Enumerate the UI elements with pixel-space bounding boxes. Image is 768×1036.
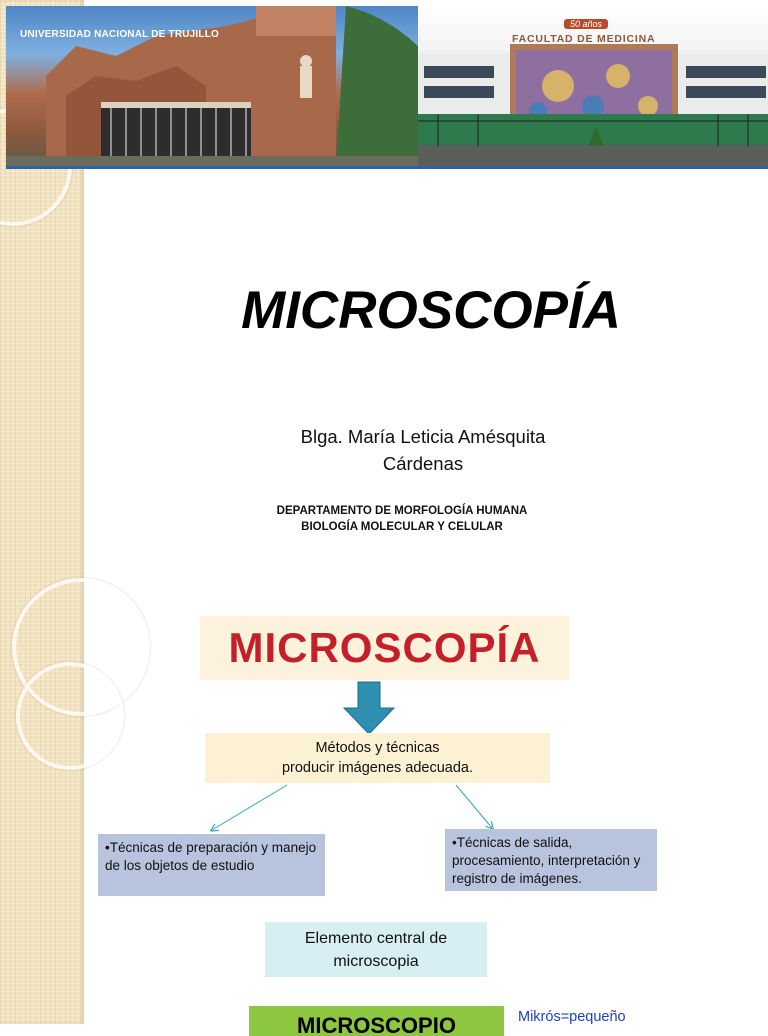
department-line: BIOLOGÍA MOLECULAR Y CELULAR [301,521,503,533]
connector-right [456,785,492,828]
author-line: Blga. María Leticia Amésquita [300,426,546,447]
faculty-name: FACULTAD DE MEDICINA [512,33,656,45]
university-name: UNIVERSIDAD NACIONAL DE TRUJILLO [20,29,220,40]
department-line: DEPARTAMENTO DE MORFOLOGÍA HUMANA [276,505,528,517]
down-arrow-icon [344,682,394,734]
preparation-techniques-box: •Técnicas de preparación y manejo de los objetos de estudio [98,834,325,896]
author-line: Cárdenas [382,453,464,474]
anniversary-badge: 50 años [564,19,608,29]
slide-title: MICROSCOPÍA [241,281,621,340]
etymology-note: Mikrós=pequeño [518,1009,626,1025]
microscopio-box: MICROSCOPIO [249,1006,504,1036]
central-element-box: Elemento central de microscopia [265,922,487,977]
connector-left [212,785,287,830]
methods-box [205,733,550,783]
methods-line: producir imágenes adecuada. [281,760,474,776]
output-techniques-box: •Técnicas de salida, procesamiento, interpretación y registro de imágenes. [445,829,657,891]
microscopia-heading: MICROSCOPÍA [200,616,569,680]
methods-line: Métodos y técnicas [315,740,440,756]
